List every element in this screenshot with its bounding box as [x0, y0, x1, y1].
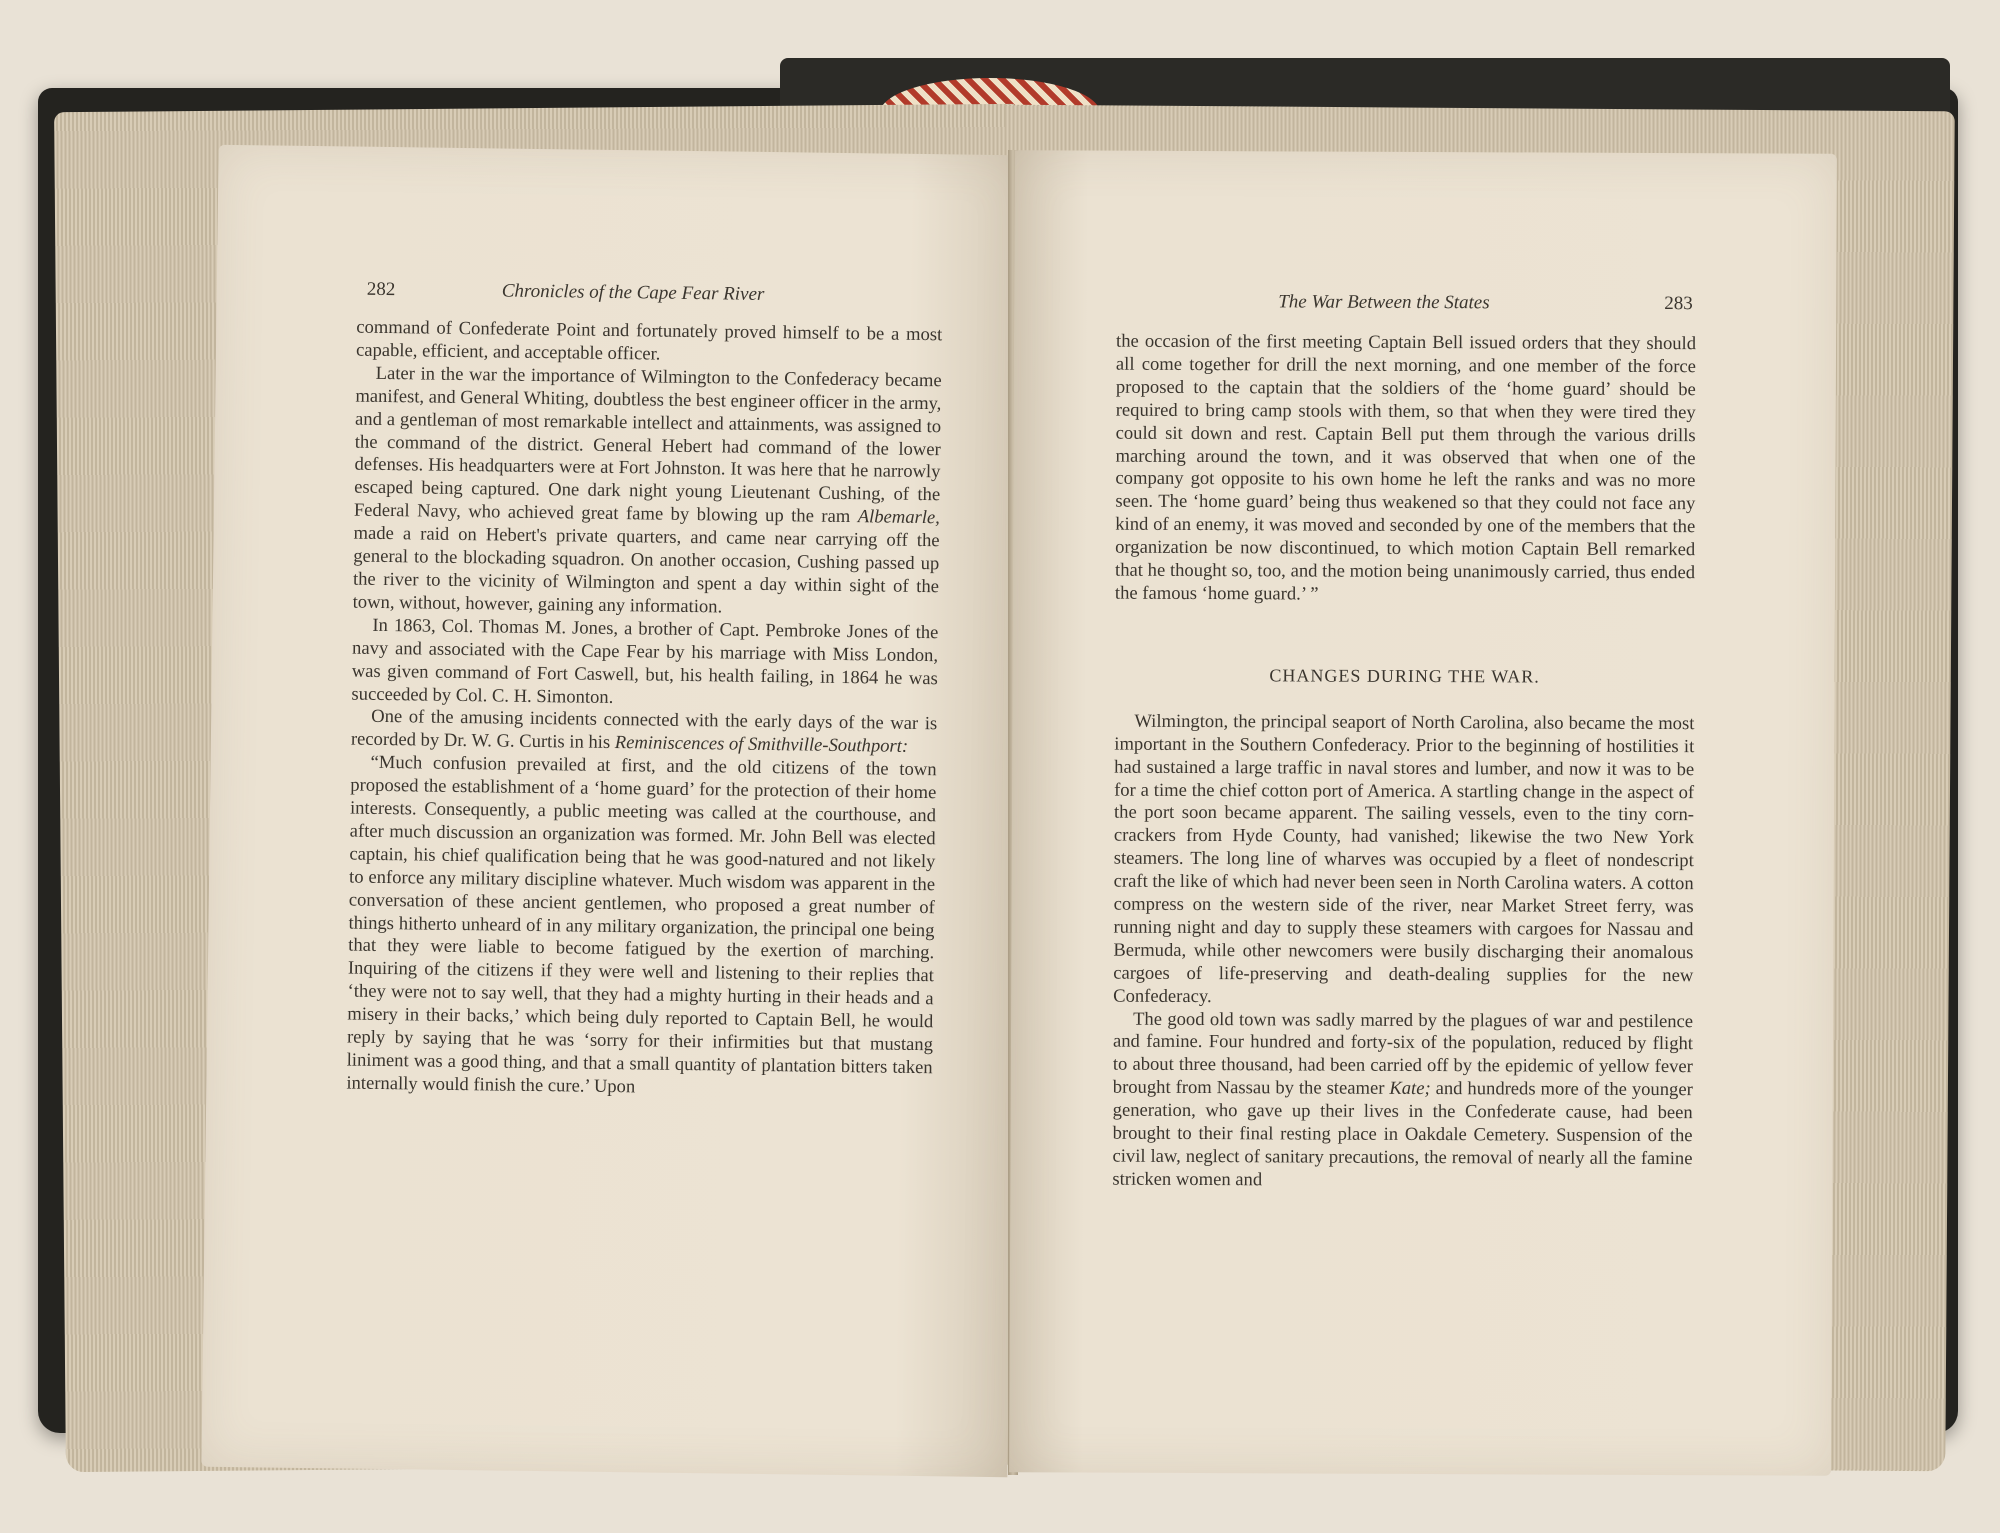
right-continuation	[1115, 331, 1696, 608]
text-run: Later in the war the importance of Wilmington to the Confederacy became manifest, and General Whiting, doubtless the best engineer officer in the army, and a gentleman of most remarkable intellect and attainments, was assigned to the command of the district. General Hebert had command of the lower defenses. His headquarters were at Fort Johnston. It was here that he narrowly escaped being captured. One dark night young Lieutenant Cushing, of the Federal Navy, who achieved great fame by blowing up the ram	[353, 362, 942, 528]
paragraph	[356, 317, 943, 370]
left-running-head	[366, 278, 967, 305]
paragraph	[353, 362, 942, 622]
right-running-title: The War Between the States	[1278, 291, 1490, 314]
paragraph	[346, 752, 936, 1103]
italic-text: Albemarle,	[857, 506, 941, 529]
text-run: made a raid on Hebert's private quarters, and came near carrying off the general to the blockading squadron. On another occasion, Cushing passed up the river to the vicinity of Wilmington and spent a day within sight of the town, without, however, gaining any information.	[352, 522, 940, 618]
paragraph	[1115, 331, 1696, 608]
text-run: The good old town was sadly marred by the plagues of war and pestilence and famine. Four hundred and forty-six of the population, reduced by flight to about three thousand, had been carried off by the epidemic of yellow fever brought from Nassau by the steamer	[1112, 1008, 1694, 1100]
paragraph	[1113, 710, 1694, 1010]
text-run: Wilmington, the principal seaport of North Carolina, also became the most important in the Southern Confederacy. Prior to the beginning of hostilities it had sustained a large traffic in naval stores and lumber, and now it was to be for a time the chief cotton port of America. A startling change in the aspect of the port soon became apparent. The sailing vessels, even to the tiny corn-crackers from Hyde County, had vanished; likewise the two New York steamers. The long line of wharves was occupied by a fleet of nondescript craft the like of which had never been seen in North Carolina waters. A cotton compress on the western side of the river, near Market Street ferry, was running night and day to supply these steamers with cargoes for Nassau and Bermuda, while other newcomers were busily discharging their anomalous cargoes of life-preserving and death-dealing supplies for the new Confederacy.	[1113, 710, 1695, 1007]
right-page-number: 283	[1664, 293, 1693, 315]
text-run: command of Confederate Point and fortunately proved himself to be a most capable, efficient, and acceptable officer.	[355, 316, 943, 365]
right-text-block	[1112, 331, 1696, 1194]
section-heading: CHANGES DURING THE WAR.	[1269, 665, 1540, 687]
text-run: the occasion of the first meeting Captain Bell issued orders that they should all come together for drill the next morning, and one member of the force proposed to the captain that the soldiers of the ‘home guard’ should be required to bring camp stools with them, so that when they were tired they could sit down and rest. Captain Bell put them through the various drills marching around the town, and it was observed that when one of the company got opposite to his own home he left the ranks and was no more seen. The ‘home guard’ being thus weakened so that they could not face any kind of an enemy, it was moved and seconded by one of the members that the organization be now discontinued, to which motion Captain Bell remarked that he thought so, too, and the motion being unanimously carried, thus ended the famous ‘home guard.’ ”	[1114, 330, 1697, 605]
text-run: “Much confusion prevailed at first, and the old citizens of the town proposed the establishment of a ‘home guard’ for the protection of their home interests. Consequently, a public meeting was called at the courthouse, and after much discussion an organization was formed. Mr. John Bell was elected captain, his chief qualification being that he was good-natured and not likely to enforce any military discipline whatever. Much wisdom was apparent in the conversation of these ancient gentlemen, who proposed a great number of things hitherto unheard of in any military organization, the principal one being that they were liable to become fatigued by the exertion of marching. Inquiring of the citizens if they were well and listening to their replies that ‘they were not to say well, that they had a mighty hurting in their heads and a misery in their backs,’ which being duly reported to Captain Bell, he would reply by saying that he was ‘sorry for their infirmities but that mustang liniment was a good thing, and that a small quantity of plantation bitters taken internally would finish the cure.’ Upon	[346, 752, 937, 1098]
left-running-title: Chronicles of the Cape Fear River	[501, 280, 765, 305]
right-page	[1009, 150, 1837, 1476]
right-running-head	[1114, 291, 1704, 315]
italic-text: Reminiscences of Smithville-Southport:	[614, 732, 909, 758]
text-run: In 1863, Col. Thomas M. Jones, a brother of Capt. Pembroke Jones of the navy and associated with the Cape Fear by his marriage with Miss London, was given command of Fort Caswell, but, his health failing, in 1864 he was succeeded by Col. C. H. Simonton.	[351, 614, 939, 708]
italic-text: Kate;	[1389, 1078, 1431, 1100]
paragraph	[351, 706, 938, 759]
text-run: and hundreds more of the younger generation, who gave up their lives in the Confederate cause, had been brought to their final resting place in Oakdale Cemetery. Suspension of the civil law, neglect of sanitary precautions, the removal of nearly all the famine stricken women and	[1112, 1078, 1693, 1191]
text-run: One of the amusing incidents connected with the early days of the war is recorded by Dr. W. G. Curtis in his	[350, 706, 938, 754]
paragraph	[351, 614, 938, 713]
left-text-block	[346, 317, 942, 1103]
left-page	[201, 145, 1024, 1477]
paragraph	[1112, 1008, 1693, 1194]
right-section-body	[1112, 710, 1694, 1194]
left-page-number: 282	[366, 278, 396, 301]
